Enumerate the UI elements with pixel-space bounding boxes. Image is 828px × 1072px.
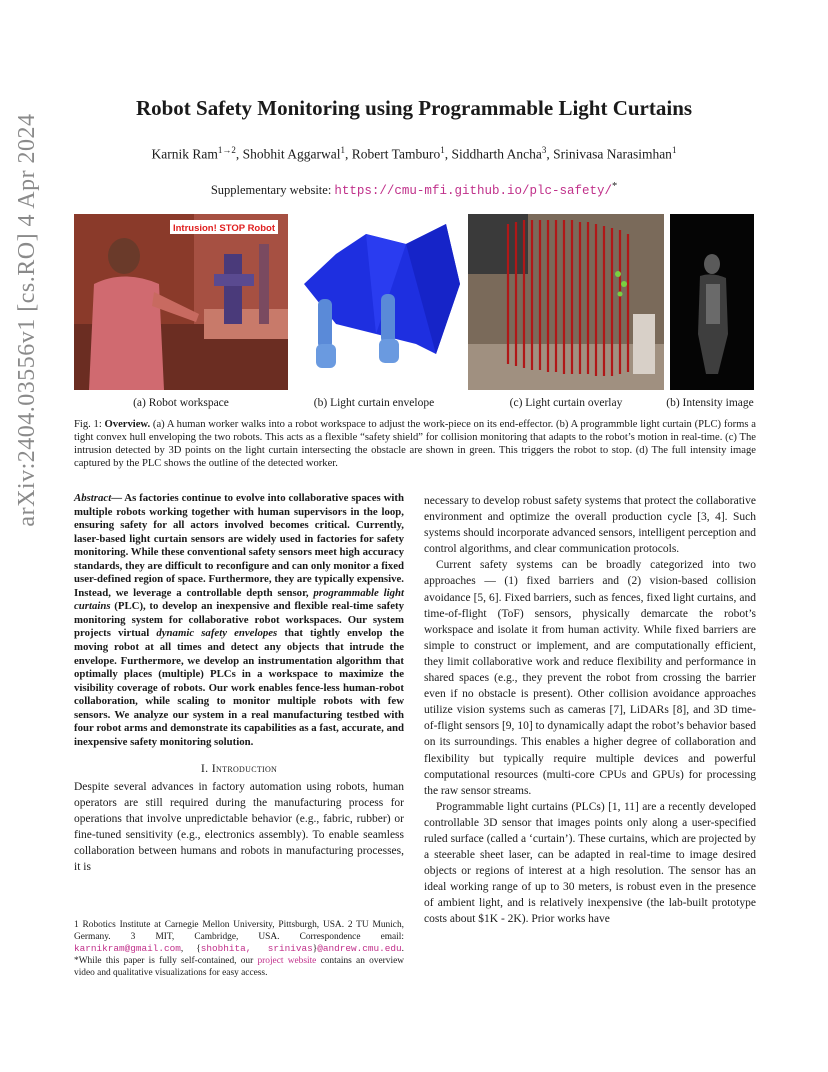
- arxiv-id-text: arXiv:2404.03556v1 [cs.RO] 4 Apr 2024: [14, 113, 40, 527]
- paragraph: Current safety systems can be broadly categorized into two approaches — (1) fixed barriers and (2) vision-based collision avoidance [5, 6]. Fixed barriers, such as fences, fixed light curtains, and time-of-flight (ToF) sensors, physically demarcate the robot’s workspace and isolate it from human activity. While fixed barriers are simple to construct or implement, and are computationally efficient, they limit collaborative work and reduce flexibility and performance in shared spaces (e.g., they prevent the robot from crossing the barrier even if no obstacle is present). Other collision avoidance approaches utilize vision systems such as cameras [7], LiDARs [8], and 3D time-of-flight sensors [9, 10] to dynamically adapt the robot’s behavior based on its surroundings. This enables a higher degree of collaboration and flexibility but typically require multiple devices and powerful computational resources (multi-core CPUs and GPUs) for processing the raw sensor streams.: [424, 559, 756, 797]
- caption-title: Overview.: [104, 419, 151, 430]
- abstract-emphasis: dynamic safety envelopes: [156, 627, 278, 640]
- author-affiliation: 1: [340, 145, 346, 155]
- footnote-text: contains an overview video and qualitative visualizations for easy access.: [74, 956, 405, 978]
- arxiv-watermark: [14, 113, 54, 527]
- author-name: Karnik Ram: [151, 146, 218, 162]
- author-name: Robert Tamburo: [351, 146, 441, 162]
- abstract-text: (PLC), to develop an inexpensive and flexible real-time safety monitoring system for collaborative robot workspaces. Our system projects virtual: [74, 600, 404, 640]
- subcaption-b: (b) Light curtain envelope: [313, 397, 435, 409]
- paper-title: Robot Safety Monitoring using Programmable Light Curtains: [135, 96, 693, 120]
- author-name: Srinivasa Narasimhan: [553, 146, 672, 162]
- author-affiliation: 3: [541, 145, 547, 155]
- author-list: Karnik Ram$^{1\to 2}$, Shobhit Aggarwal$^1$, Robert Tamburo$^1$, Siddharth Ancha$^3$, Srinivasa Narasimhan$^1$: [151, 145, 677, 162]
- abstract-label: Abstract: [74, 492, 112, 504]
- author-name: Siddharth Ancha: [451, 146, 542, 162]
- paragraph: Programmable light curtains (PLCs) [1, 11] are a recently developed controllable 3D sensor that images points only along a user-specified ruled surface (called a ‘curtain’). These curtains, which are projected by a steerable sheet laser, can be adapted in real-time to image desired objects or regions of interest at a high resolution. The sensor has an ideal working range of up to 30 meters, is robust even in the presence of ambient light, and is relatively inexpensive (the lab-built prototype costs about $1K - 2K). Prior works have: [424, 800, 756, 926]
- website-footnote-mark: *: [611, 181, 618, 192]
- footnote-text: . *While this paper is fully self-contained, our: [74, 944, 404, 966]
- footnote-text: , {: [180, 944, 201, 954]
- author-affiliation: 1→2: [217, 145, 236, 155]
- subcaption-a: (a) Robot workspace: [133, 397, 229, 409]
- right-column-text: [424, 493, 756, 928]
- caption-text: (a) A human worker walks into a robot workspace to adjust the work-piece on its end-effector. (b) A programmble light curtain (PLC) forms a tight convex hull enveloping the two robots. This acts as a flexible “safety shield” for collision monitoring that adapts to the robot’s motion in real-time. (c) The intrusion detected by 3D points on the light curtain intersecting the obstacle are shown in green. This triggers the robot to stop. (d) The full intensity image captured by the PLC shows the outline of the detected worker.: [74, 419, 756, 469]
- figure-image-intensity: [670, 214, 754, 390]
- paragraph: Despite several advances in factory automation using robots, human operators are still required during the manufacturing process for operations that involve unpredictable behavior (e.g., fabric, rubber) or fine-tuned sensitivity (e.g., electronics assembly). To enable seamless collaboration between humans and robots in manufacturing processes, it is: [74, 781, 404, 874]
- caption-label: Fig. 1:: [74, 419, 102, 430]
- abstract: [74, 492, 404, 749]
- footnote-text: 1 Robotics Institute at Carnegie Mellon University, Pittsburgh, USA. 2 TU Munich, Germany. 3 MIT, Cambridge, USA. Correspondence email:: [74, 920, 404, 942]
- author-affiliation: 1: [671, 145, 677, 155]
- section-number: I.: [200, 761, 209, 775]
- figure-image-robot-workspace: [74, 214, 288, 390]
- website-label: Supplementary website:: [210, 183, 332, 198]
- figure-image-light-curtain-overlay: [468, 214, 664, 390]
- section-title: Introduction: [211, 761, 278, 775]
- abstract-text: As factories continue to evolve into collaborative spaces with multiple robots working together with human supervisors in the loop, ensuring safety for all actors involved becomes critical. Currently, laser-based light curtain sensors are widely used in factories for safety monitoring. While these conventional safety sensors meet high accuracy standards, they are difficult to reconfigure and can only monitor a fixed user-defined region of space. Furthermore, they are typically expensive. Instead, we leverage a controllable depth sensor,: [74, 492, 404, 599]
- footnote-email[interactable]: karnikram@gmail.com: [74, 943, 181, 954]
- intrusion-overlay-text: Intrusion! STOP Robot: [172, 223, 276, 234]
- footnote-text: }: [312, 944, 318, 954]
- figure-image-light-curtain-envelope: [296, 214, 460, 390]
- abstract-emphasis: programmable light curtains: [74, 586, 404, 613]
- website-link[interactable]: https://cmu-mfi.github.io/plc-safety/: [334, 184, 612, 199]
- figure-caption: [74, 418, 756, 470]
- abstract-text: that tightly envelop the moving robot at all times and detect any objects that intrude the envelope. Furthermore, we develop an instrumentation algorithm that optimally places (multiple) PLCs in a workspace to maximize the visibility coverage of robots. Our work enables fence-less human-robot collaboration, while scaling to monitor multiple robots with few sensors. We analyze our system in a real manufacturing testbed with four robot arms and demonstrate its capabilities as a fast, accurate, and inexpensive safety monitoring solution.: [74, 627, 404, 748]
- footnote: [74, 919, 404, 979]
- subcaption-c: (c) Light curtain overlay: [509, 397, 623, 409]
- project-website-link[interactable]: project website: [257, 956, 317, 966]
- paragraph: necessary to develop robust safety systems that protect the collaborative environment and optimize the overall production cycle [3, 4]. Such systems should incorporate advanced sensors, intelligent perception and control algorithms, and clear communication protocols.: [424, 495, 756, 556]
- supplementary-website: [0, 181, 828, 198]
- author-name: Shobhit Aggarwal: [242, 146, 341, 162]
- footnote-email[interactable]: shobhita, srinivas: [200, 943, 313, 954]
- section-heading: [74, 760, 404, 776]
- intro-paragraph: [74, 779, 404, 876]
- footnote-email[interactable]: @andrew.cmu.edu: [317, 943, 402, 954]
- subcaption-d: (b) Intensity image: [666, 397, 754, 409]
- abstract-dash: —: [111, 492, 122, 504]
- author-affiliation: 1: [440, 145, 445, 155]
